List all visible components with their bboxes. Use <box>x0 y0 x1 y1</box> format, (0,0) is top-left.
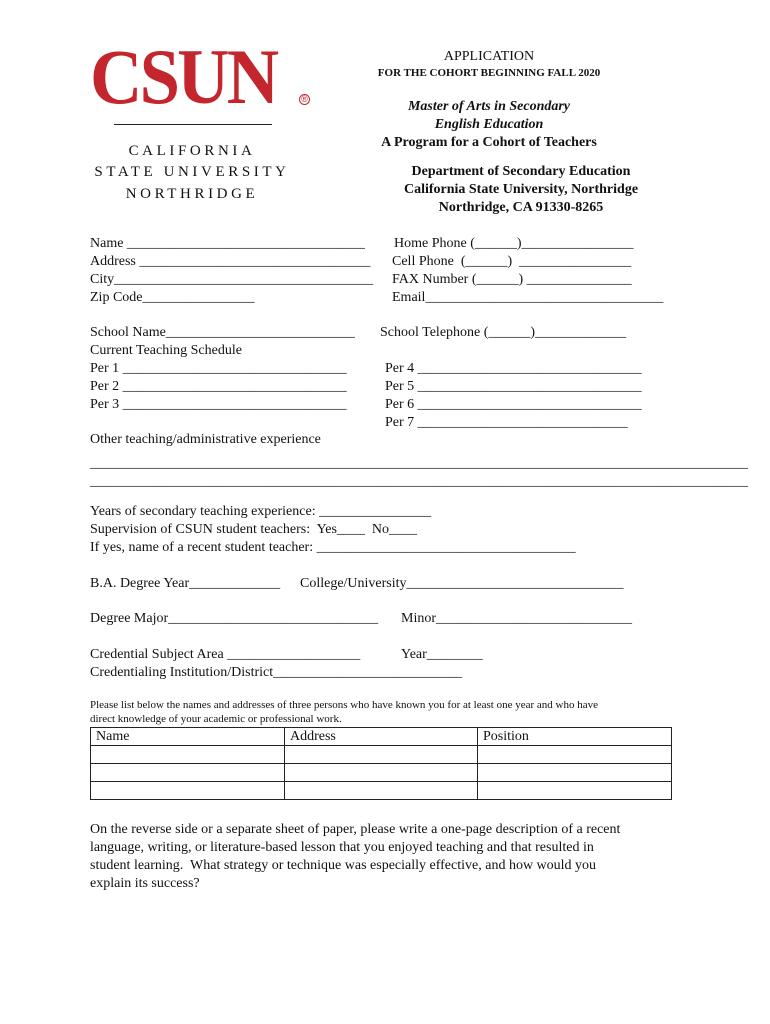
program-title-1: Master of Arts in Secondary <box>407 99 571 114</box>
page-subtitle: FOR THE COHORT BEGINNING FALL 2020 <box>377 67 601 79</box>
references-instructions-1: Please list below the names and addresses of three persons who have known you for at least one year and who have <box>90 699 598 711</box>
reference-address-cell[interactable] <box>285 746 478 764</box>
essay-prompt-line-4: explain its success? <box>90 876 200 891</box>
teaching-schedule-label: Current Teaching Schedule <box>90 343 242 358</box>
name-field[interactable]: Name __________________________________ <box>90 236 365 251</box>
csun-logo: CSUN <box>90 33 277 120</box>
reference-address-cell[interactable] <box>285 782 478 800</box>
period-5-field[interactable]: Per 5 ________________________________ <box>385 379 642 394</box>
table-header-row <box>91 728 672 746</box>
essay-prompt-line-1: On the reverse side or a separate sheet of paper, please write a one-page description of a recent <box>90 822 621 837</box>
reference-name-cell[interactable] <box>91 782 285 800</box>
department-university: California State University, Northridge <box>403 182 639 197</box>
school-name-field[interactable]: School Name___________________________ <box>90 325 355 340</box>
references-table <box>90 727 672 800</box>
home-phone-field[interactable]: Home Phone (______)________________ <box>394 236 634 251</box>
other-experience-line-2[interactable]: ______________________________________________________________________________________________ <box>90 474 748 489</box>
credential-year-field[interactable]: Year________ <box>401 647 483 662</box>
university-line-1: CALIFORNIA <box>128 143 256 159</box>
logo-divider <box>114 124 272 125</box>
college-university-field[interactable]: College/University_______________________________ <box>300 576 624 591</box>
reference-address-cell[interactable] <box>285 764 478 782</box>
table-row <box>91 764 672 782</box>
period-1-field[interactable]: Per 1 ________________________________ <box>90 361 347 376</box>
university-line-2: STATE UNIVERSITY <box>94 164 290 180</box>
page-title: APPLICATION <box>443 49 535 64</box>
fax-number-field[interactable]: FAX Number (______) _______________ <box>392 272 632 287</box>
program-title-2: English Education <box>434 117 544 132</box>
table-row <box>91 782 672 800</box>
essay-prompt-line-3: student learning. What strategy or technique was especially effective, and how would you <box>90 858 597 873</box>
column-header-address: Address <box>285 728 478 746</box>
credentialing-institution-field[interactable]: Credentialing Institution/District___________________________ <box>90 665 463 680</box>
degree-major-field[interactable]: Degree Major______________________________ <box>90 611 379 626</box>
period-7-field[interactable]: Per 7 ______________________________ <box>385 415 628 430</box>
period-3-field[interactable]: Per 3 ________________________________ <box>90 397 347 412</box>
credential-area-field[interactable]: Credential Subject Area ___________________ <box>90 647 361 662</box>
school-telephone-field[interactable]: School Telephone (______)_____________ <box>380 325 627 340</box>
recent-student-teacher-field[interactable]: If yes, name of a recent student teacher: _____________________________________ <box>90 540 576 555</box>
supervision-field[interactable]: Supervision of CSUN student teachers: Yes____ No____ <box>90 522 418 537</box>
registered-mark-icon: ® <box>299 94 310 105</box>
essay-prompt-line-2: language, writing, or literature-based lesson that you enjoyed teaching and that resulted in <box>90 840 594 855</box>
reference-position-cell[interactable] <box>478 764 672 782</box>
other-experience-line-1[interactable]: ______________________________________________________________________________________________ <box>90 456 748 471</box>
zip-code-field[interactable]: Zip Code________________ <box>90 290 255 305</box>
cell-phone-field[interactable]: Cell Phone (______) ________________ <box>392 254 632 269</box>
years-experience-field[interactable]: Years of secondary teaching experience: ________________ <box>90 504 432 519</box>
address-field[interactable]: Address _________________________________ <box>90 254 371 269</box>
program-title-3: A Program for a Cohort of Teachers <box>381 135 597 150</box>
other-experience-label: Other teaching/administrative experience <box>90 432 321 447</box>
references-instructions-2: direct knowledge of your academic or professional work. <box>90 713 342 725</box>
reference-name-cell[interactable] <box>91 746 285 764</box>
department-name: Department of Secondary Education <box>411 164 631 179</box>
email-field[interactable]: Email__________________________________ <box>392 290 664 305</box>
department-address: Northridge, CA 91330-8265 <box>438 200 604 215</box>
period-2-field[interactable]: Per 2 ________________________________ <box>90 379 347 394</box>
period-6-field[interactable]: Per 6 ________________________________ <box>385 397 642 412</box>
column-header-position: Position <box>478 728 672 746</box>
reference-position-cell[interactable] <box>478 782 672 800</box>
university-line-3: NORTHRIDGE <box>125 186 259 202</box>
minor-field[interactable]: Minor____________________________ <box>401 611 632 626</box>
ba-degree-year-field[interactable]: B.A. Degree Year_____________ <box>90 576 281 591</box>
column-header-name: Name <box>91 728 285 746</box>
table-row <box>91 746 672 764</box>
period-4-field[interactable]: Per 4 ________________________________ <box>385 361 642 376</box>
reference-name-cell[interactable] <box>91 764 285 782</box>
city-field[interactable]: City_____________________________________ <box>90 272 374 287</box>
reference-position-cell[interactable] <box>478 746 672 764</box>
